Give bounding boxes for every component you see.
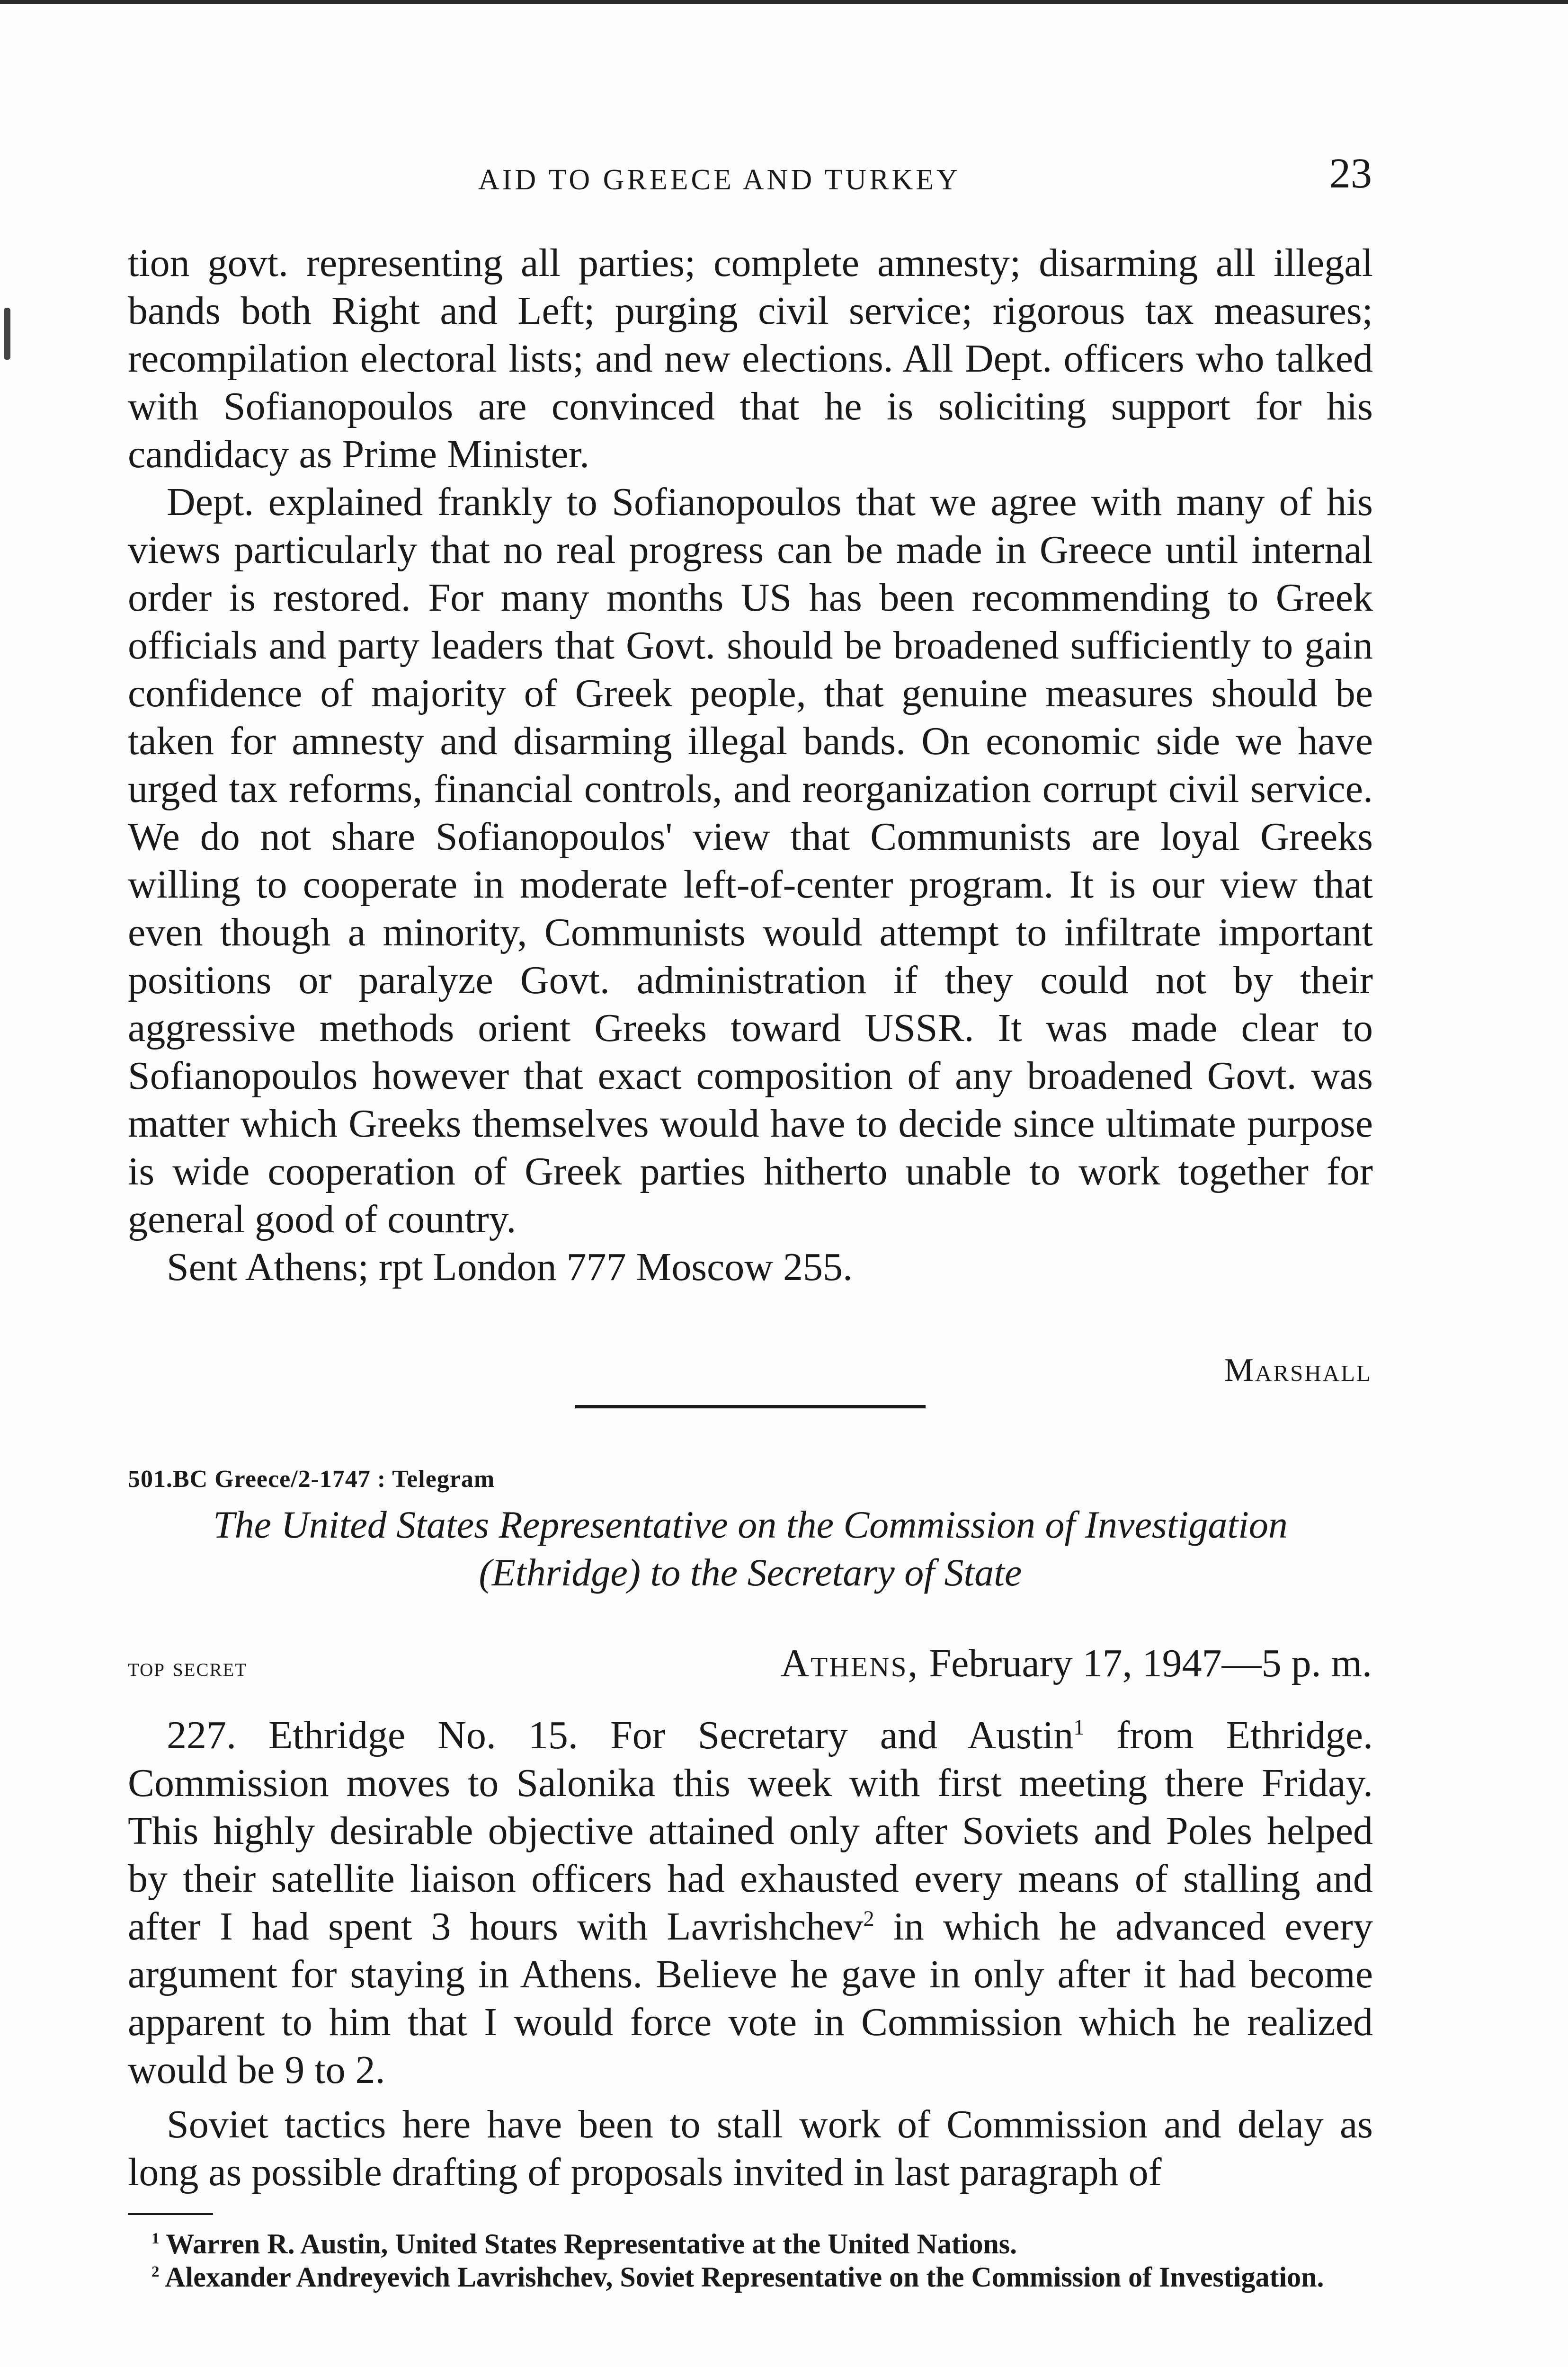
dateline (781, 1640, 1372, 1686)
footnote-1-text: Warren R. Austin, United States Representative at the United Nations. (159, 2228, 1017, 2260)
section2-paragraph-2: Soviet tactics here have been to stall work of Commission and delay as long as possible drafting of proposals invited in last paragraph of (128, 2102, 1373, 2194)
section-separator-rule (575, 1405, 926, 1408)
section1-body (128, 239, 1373, 1291)
page-number: 23 (1329, 150, 1372, 197)
classification-label: top secret (128, 1653, 248, 1682)
footnote-1 (128, 2227, 1373, 2260)
section2-paragraph-1-part-b: from Ethridge. Commission moves to Salonika this week with first meeting there Friday. This highly desirable objective attained only after Soviets and Poles helped by their satellite liaison officers had exhausted every means of stalling and after I had spent 3 hours with Lavrishchev (128, 1713, 1373, 1949)
footnote-rule (128, 2213, 213, 2215)
section2-paragraph-1-part-c: in which he advanced every argument for staying in Athens. Believe he gave in only after it had become apparent to him that I would force vote in Commission which he realized would be 9 to 2. (128, 1904, 1373, 2092)
margin-binding-mark (4, 308, 10, 360)
section1-paragraph-3: Sent Athens; rpt London 777 Moscow 255. (167, 1245, 853, 1289)
dateline-place: Athens, (780, 1641, 919, 1685)
footnote-ref-2: 2 (863, 1906, 874, 1931)
document-title-line-1: The United States Representative on the Commission of Investigation (213, 1503, 1288, 1546)
file-reference: 501.BC Greece/2-1747 : Telegram (128, 1466, 495, 1493)
section2-paragraph-1 (128, 1711, 1373, 2094)
document-title (128, 1501, 1373, 1596)
footnote-1-mark: 1 (151, 2230, 160, 2247)
footnote-2-text: Alexander Andreyevich Lavrishchev, Soviet Representative on the Commission of Investigation. (159, 2261, 1324, 2293)
running-head: AID TO GREECE AND TURKEY (478, 164, 961, 196)
top-edge-rule (0, 0, 1568, 4)
footnotes (128, 2227, 1373, 2294)
footnote-2 (128, 2260, 1373, 2294)
section1-paragraph-1: tion govt. representing all parties; complete amnesty; disarming all illegal bands both Right and Left; purging civil service; rigorous tax measures; recompilation electoral lists; and new elections. All Dept. officers who talked with Sofianopoulos are convinced that he is soliciting support for his candidacy as Prime Minister. (128, 241, 1373, 476)
signature-marshall: Marshall (1224, 1352, 1372, 1388)
document-title-line-2: (Ethridge) to the Secretary of State (479, 1551, 1022, 1594)
footnote-ref-1: 1 (1073, 1715, 1085, 1739)
dateline-date: February 17, 1947—5 p. m. (929, 1641, 1372, 1685)
section2-body (128, 1711, 1373, 2196)
section1-paragraph-2: Dept. explained frankly to Sofianopoulos that we agree with many of his views particularly that no real progress can be made in Greece until internal order is restored. For many months US has been recommending to Greek officials and party leaders that Govt. should be broadened sufficiently to gain confidence of majority of Greek people, that genuine measures should be taken for amnesty and disarming illegal bands. On economic side we have urged tax reforms, financial controls, and reorganization corrupt civil service. We do not share Sofianopoulos' view that Communists are loyal Greeks willing to cooperate in moderate left-of-center program. It is our view that even though a minority, Communists would attempt to infiltrate important positions or paralyze Govt. administration if they could not by their aggressive methods orient Greeks toward USSR. It was made clear to Sofianopoulos however that exact composition of any broadened Govt. was matter which Greeks themselves would have to decide since ultimate purpose is wide cooperation of Greek parties hitherto unable to work together for general good of country. (128, 480, 1373, 1241)
footnote-2-mark: 2 (151, 2263, 160, 2280)
section2-paragraph-1-part-a: 227. Ethridge No. 15. For Secretary and Austin (167, 1713, 1074, 1757)
